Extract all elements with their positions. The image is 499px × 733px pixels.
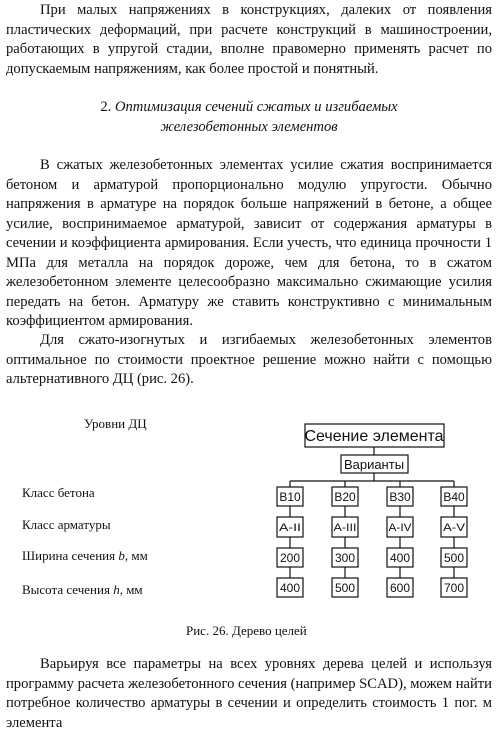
cell-rebar: A-III: [333, 522, 357, 534]
cell-rebar: A-IV: [388, 522, 413, 534]
cell-width: 300: [334, 551, 356, 565]
cell-concrete: В20: [334, 490, 356, 504]
cell-height: 400: [279, 581, 301, 595]
heading-line-2: железобетонных элементов: [160, 118, 338, 135]
label-section-height: Высота сечения h, мм: [22, 582, 143, 597]
cell-concrete: В40: [443, 490, 465, 504]
cell-height: 600: [389, 581, 411, 595]
cell-height: 700: [443, 581, 465, 595]
paragraph-conclusion: Варьируя все параметры на всех уровнях дерева целей и используя программу расчета железобетонного сечения (например SCAD), можем найти потребное количество арматуры в сечении и определить стоимость 1 пог. м элемента: [6, 656, 492, 731]
cell-rebar: A-V: [443, 522, 466, 534]
paragraph-bending: Для сжато-изогнутых и изгибаемых железобетонных элементов оптимальное по стоимости проектное решение можно найти с помощью альтернативного ДЦ (рис. 26).: [6, 332, 492, 387]
variants-label: Варианты: [343, 457, 405, 472]
heading-number: 2.: [100, 99, 112, 115]
cell-width: 400: [389, 551, 411, 565]
cell-height: 500: [334, 581, 356, 595]
cell-width: 200: [279, 551, 301, 565]
paragraph-intro: При малых напряжениях в конструкциях, далеких от появления пластических деформаций, при расчете конструкций в машиностроении, работающих в упругой стадии, вполне правомерно применять расчет по допускаемым напряжениям, как более простой и понятный.: [6, 2, 492, 77]
label-concrete-class: Класс бетона: [22, 485, 95, 500]
figure-caption: Рис. 26. Дерево целей: [186, 623, 307, 638]
root-label: Сечение элемента: [304, 428, 444, 445]
cell-concrete: В30: [389, 490, 411, 504]
cell-width: 500: [443, 551, 465, 565]
levels-title: Уровни ДЦ: [84, 416, 147, 431]
cell-concrete: В10: [279, 490, 301, 504]
paragraph-compressed: В сжатых железобетонных элементах усилие сжатия воспринимается бетоном и арматурой пропорционально модулю упругости. Обычно напряжения в арматуре на порядок больше напряжений в бетоне, а общее усилие, воспринимаемое арматурой, зависит от содержания арматуры в сечении и коэффициента армирования. Если учесть, что единица прочности 1 МПа для металла на порядок дороже, чем для бетона, то в сжатом железобетонном элементе целесообразно максимально сжимающие усилия передать на бетон. Арматуру же ставить конструктивно с минимальным коэффициентом армирования.: [6, 157, 492, 329]
label-rebar-class: Класс арматуры: [22, 517, 111, 532]
label-section-width: Ширина сечения b, мм: [22, 548, 148, 563]
cell-rebar: A-II: [279, 522, 301, 534]
heading-line-1: Оптимизация сечений сжатых и изгибаемых: [114, 99, 398, 115]
